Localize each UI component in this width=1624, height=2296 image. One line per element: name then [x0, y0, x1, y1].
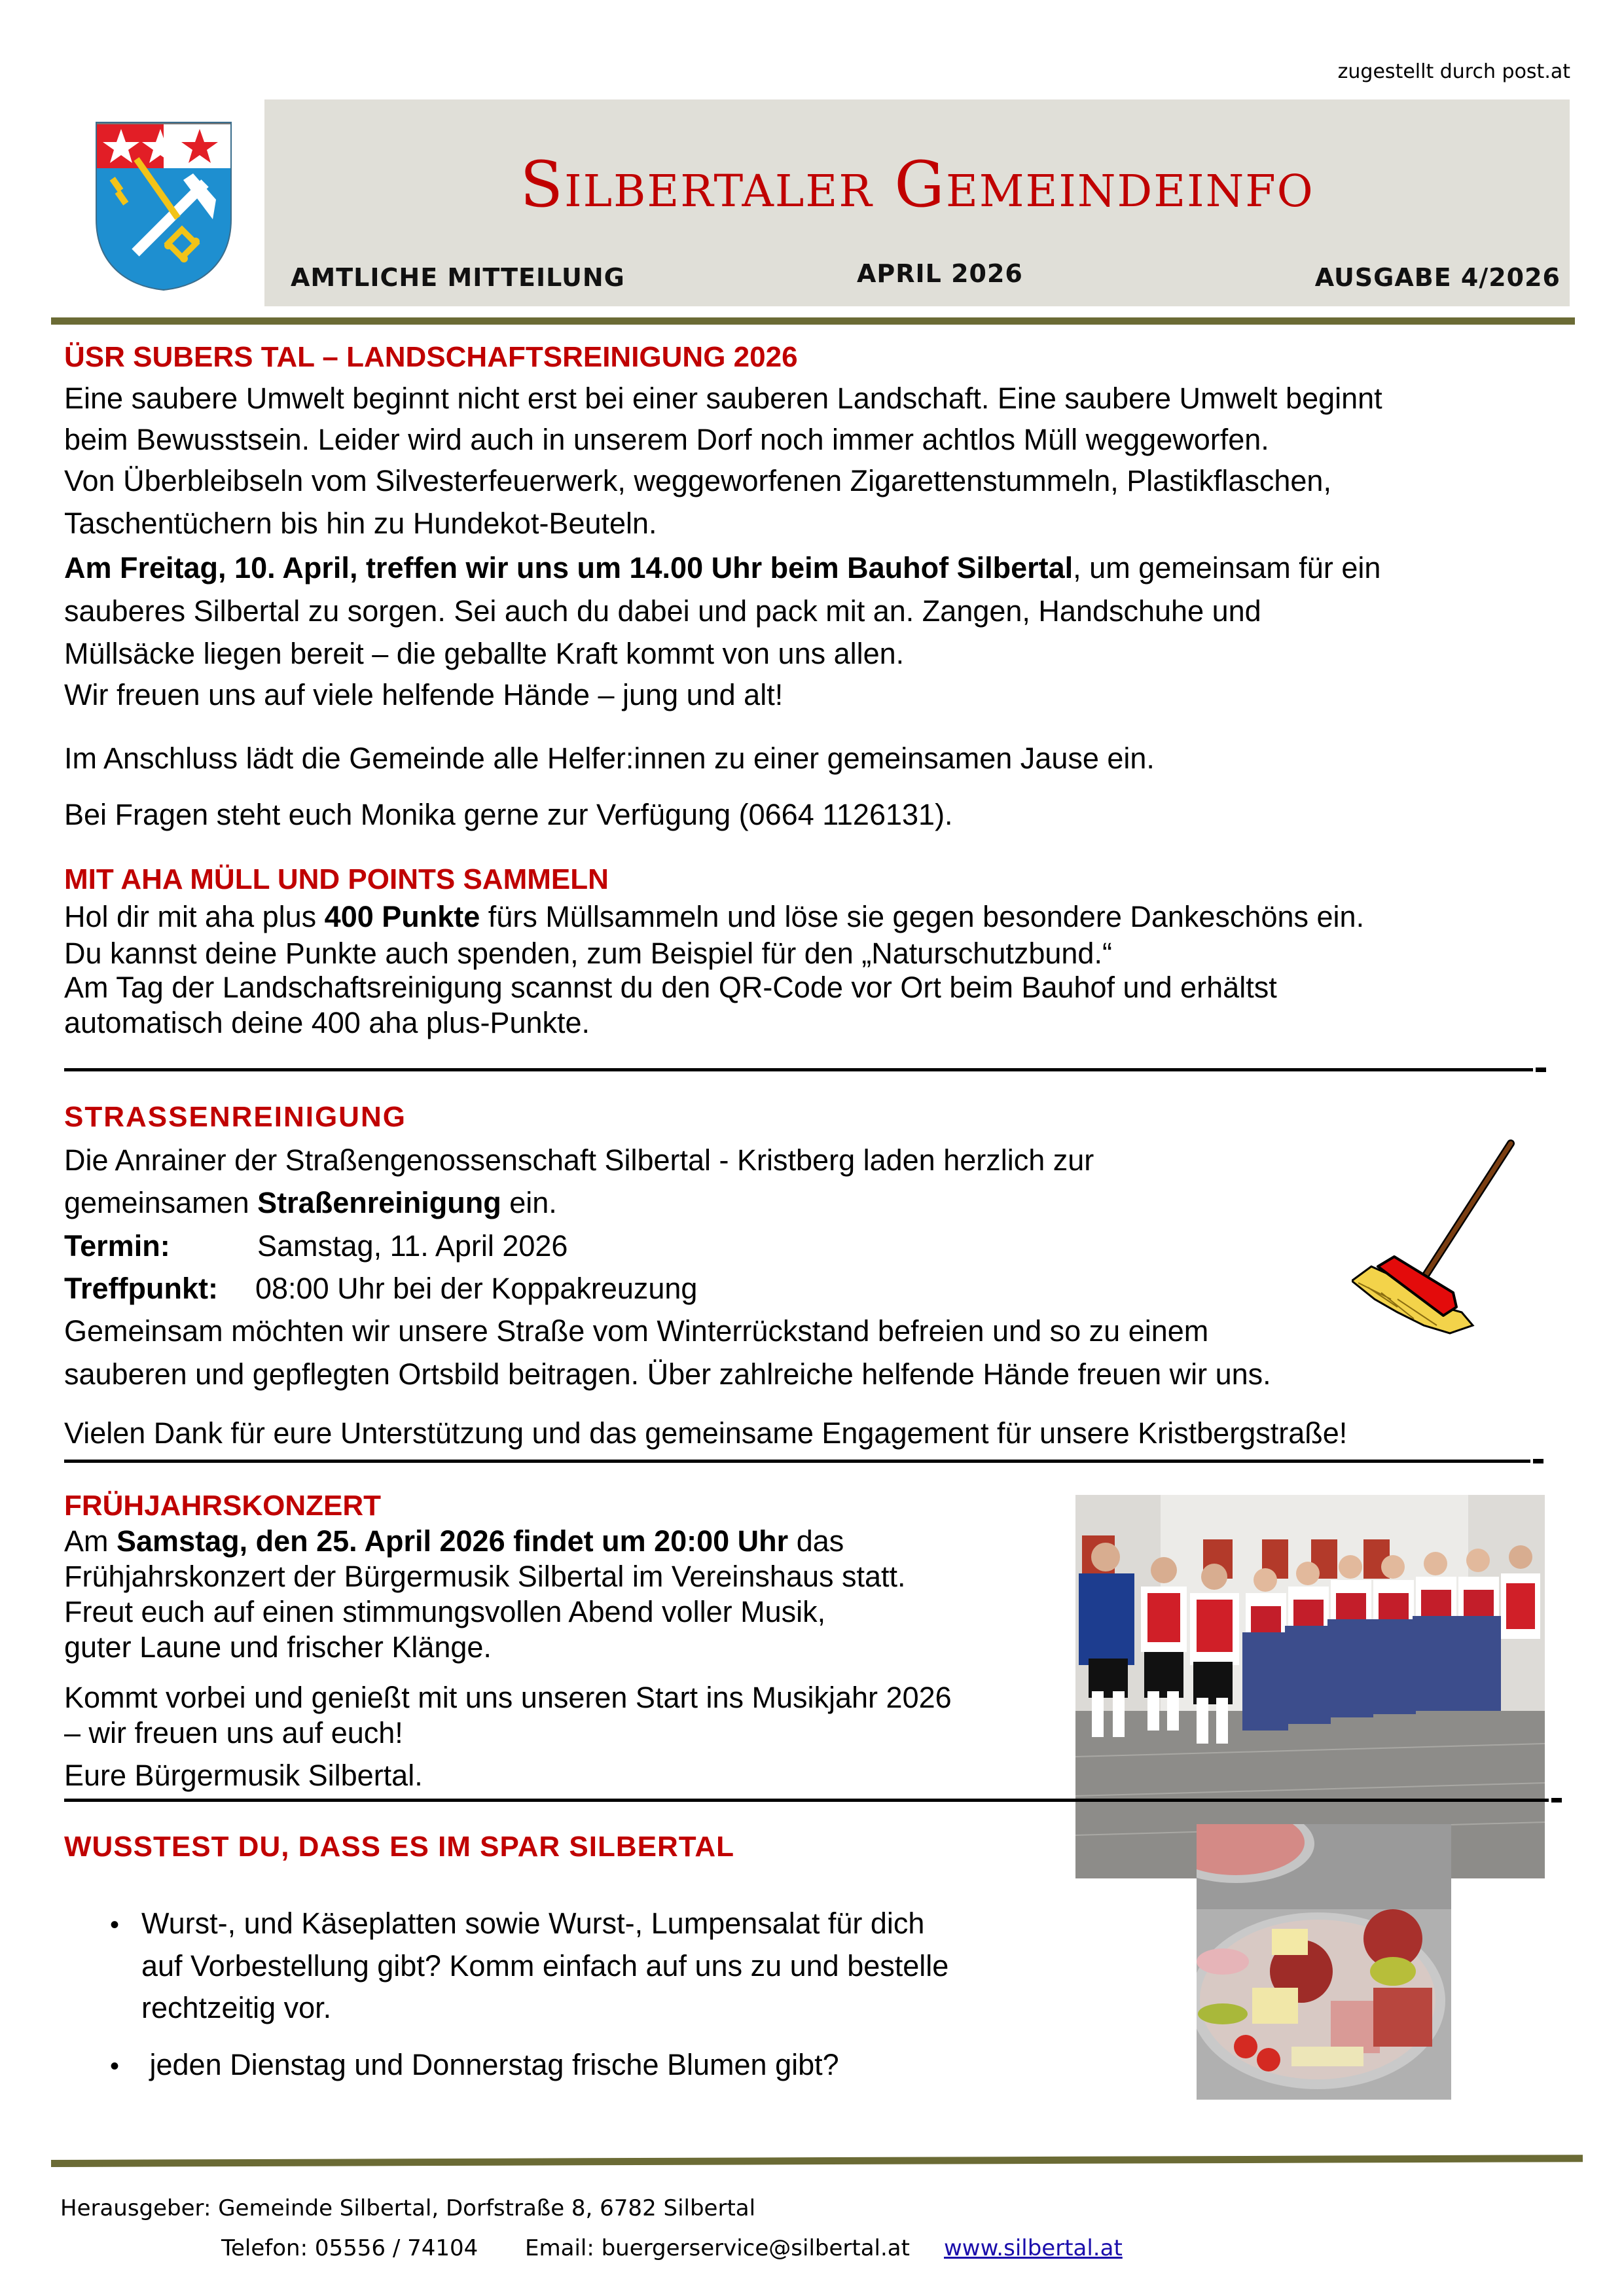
section-heading-spar: WUSSTEST DU, DASS ES IM SPAR SILBERTAL	[64, 1831, 734, 1863]
masthead-official-notice: AMTLICHE MITTEILUNG	[291, 263, 625, 292]
text-bold: Straßenreinigung	[257, 1186, 501, 1219]
section-heading-spring-concert: FRÜHJAHRSKONZERT	[64, 1490, 381, 1522]
paragraph-line: beim Bewusstsein. Leider wird auch in unserem Dorf noch immer achtlos Müll weggeworfen.	[64, 423, 1269, 456]
bullet-item-flowers: jeden Dienstag und Donnerstag frische Blumen gibt?	[141, 2048, 839, 2081]
meeting-point-label: Treffpunkt:	[64, 1272, 218, 1305]
section-divider	[64, 1068, 1533, 1071]
paragraph-line: Frühjahrskonzert der Bürgermusik Silbertal im Vereinshaus statt.	[64, 1560, 906, 1593]
footer-email: Email: buergerservice@silbertal.at	[525, 2235, 910, 2261]
section-divider	[64, 1799, 1549, 1802]
concert-date-bold: Samstag, den 25. April 2026 findet um 20:00 Uhr	[117, 1524, 789, 1558]
section-heading-aha-points: MIT AHA MÜLL UND POINTS SAMMELN	[64, 863, 609, 895]
platter-photo	[1197, 1824, 1451, 2100]
meeting-info-bold: Am Freitag, 10. April, treffen wir uns um 14.00 Uhr beim Bauhof Silbertal	[64, 551, 1074, 584]
website-link[interactable]: www.silbertal.at	[944, 2235, 1123, 2261]
bullet-icon: •	[110, 2052, 120, 2081]
paragraph-line: guter Laune und frischer Klänge.	[64, 1630, 492, 1664]
footer-phone: Telefon: 05556 / 74104	[221, 2235, 478, 2261]
points-line	[64, 899, 1364, 935]
jause-note: Im Anschluss lädt die Gemeinde alle Helfer:innen zu einer gemeinsamen Jause ein.	[64, 742, 1155, 775]
paragraph-line: Wir freuen uns auf viele helfende Hände – jung und alt!	[64, 678, 784, 711]
text-post: das	[788, 1524, 844, 1558]
paragraph-line: sauberen und gepflegten Ortsbild beitragen. Über zahlreiche helfende Hände freuen wir uns.	[64, 1357, 1271, 1391]
meeting-info-line	[64, 550, 1380, 586]
meeting-point-row	[64, 1270, 697, 1307]
concert-signature: Eure Bürgermusik Silbertal.	[64, 1759, 423, 1792]
bullet-icon: •	[110, 1910, 120, 1939]
paragraph-line: Gemeinsam möchten wir unsere Straße vom Winterrückstand befreien und so zu einem	[64, 1314, 1209, 1348]
date-row	[64, 1228, 568, 1265]
paragraph-line: sauberes Silbertal zu sorgen. Sei auch du dabei und pack mit an. Zangen, Handschuhe und	[64, 594, 1261, 628]
section-heading-street-cleaning: STRASSENREINIGUNG	[64, 1101, 406, 1133]
paragraph-line: – wir freuen uns auf euch!	[64, 1716, 403, 1749]
broom-icon	[1352, 1136, 1522, 1338]
points-text-post: fürs Müllsammeln und löse sie gegen besondere Dankeschöns ein.	[480, 900, 1365, 933]
meeting-point-value: 08:00 Uhr bei der Koppakreuzung	[255, 1272, 698, 1305]
paragraph-line: Du kannst deine Punkte auch spenden, zum Beispiel für den „Naturschutzbund.“	[64, 937, 1112, 970]
paragraph-line: Eine saubere Umwelt beginnt nicht erst bei einer sauberen Landschaft. Eine saubere Umwelt beginnt	[64, 382, 1382, 415]
meeting-info-rest: , um gemeinsam für ein	[1073, 551, 1381, 584]
section-divider	[64, 1460, 1530, 1463]
text-post: ein.	[501, 1186, 557, 1219]
top-rule	[51, 317, 1575, 325]
concert-date-line	[64, 1523, 844, 1560]
paragraph-line: Taschentüchern bis hin zu Hundekot-Beuteln.	[64, 507, 657, 540]
text-pre: Am	[64, 1524, 117, 1558]
masthead-issue: AUSGABE 4/2026	[1314, 263, 1561, 292]
paragraph-line	[64, 1185, 557, 1221]
paragraph-line: automatisch deine 400 aha plus-Punkte.	[64, 1006, 590, 1039]
bullet-item-platters: Wurst-, und Käseplatten sowie Wurst-, Lumpensalat für dich	[141, 1907, 925, 1940]
footer-publisher: Herausgeber: Gemeinde Silbertal, Dorfstraße 8, 6782 Silbertal	[60, 2195, 756, 2221]
crest-icon	[95, 121, 232, 291]
bullet-item-platters: auf Vorbestellung gibt? Komm einfach auf uns zu und bestelle	[141, 1949, 949, 1982]
coat-of-arms-logo	[95, 121, 232, 291]
paragraph-line: Die Anrainer der Straßengenossenschaft Silbertal - Kristberg laden herzlich zur	[64, 1143, 1094, 1177]
text-pre: gemeinsamen	[64, 1186, 258, 1219]
masthead-date: APRIL 2026	[857, 259, 1023, 288]
thanks-line: Vielen Dank für eure Unterstützung und das gemeinsame Engagement für unsere Kristbergstraße!	[64, 1416, 1348, 1450]
bullet-item-platters: rechtzeitig vor.	[141, 1991, 332, 2024]
date-label: Termin:	[64, 1229, 170, 1263]
band-photo	[1075, 1495, 1545, 1878]
footer-website-row	[944, 2235, 1123, 2261]
bottom-rule	[51, 2155, 1583, 2167]
masthead	[264, 99, 1570, 306]
points-text-pre: Hol dir mit aha plus	[64, 900, 325, 933]
contact-note: Bei Fragen steht euch Monika gerne zur Verfügung (0664 1126131).	[64, 798, 953, 831]
paragraph-line: Freut euch auf einen stimmungsvollen Abend voller Musik,	[64, 1595, 826, 1628]
section-heading-landscape-cleanup: ÜSR SUBERS TAL – LANDSCHAFTSREINIGUNG 2026	[64, 341, 798, 373]
paragraph-line: Müllsäcke liegen bereit – die geballte Kraft kommt von uns allen.	[64, 637, 905, 670]
paragraph-line: Kommt vorbei und genießt mit uns unseren Start ins Musikjahr 2026	[64, 1681, 952, 1714]
newsletter-title: Silbertaler Gemeindeinfo	[520, 148, 1314, 221]
delivery-note: zugestellt durch post.at	[1337, 60, 1570, 83]
date-value: Samstag, 11. April 2026	[257, 1229, 568, 1263]
paragraph-line: Von Überbleibseln vom Silvesterfeuerwerk, weggeworfenen Zigarettenstummeln, Plastikflaschen,	[64, 464, 1331, 497]
paragraph-line: Am Tag der Landschaftsreinigung scannst du den QR-Code vor Ort beim Bauhof und erhältst	[64, 971, 1277, 1004]
points-amount: 400 Punkte	[324, 900, 480, 933]
